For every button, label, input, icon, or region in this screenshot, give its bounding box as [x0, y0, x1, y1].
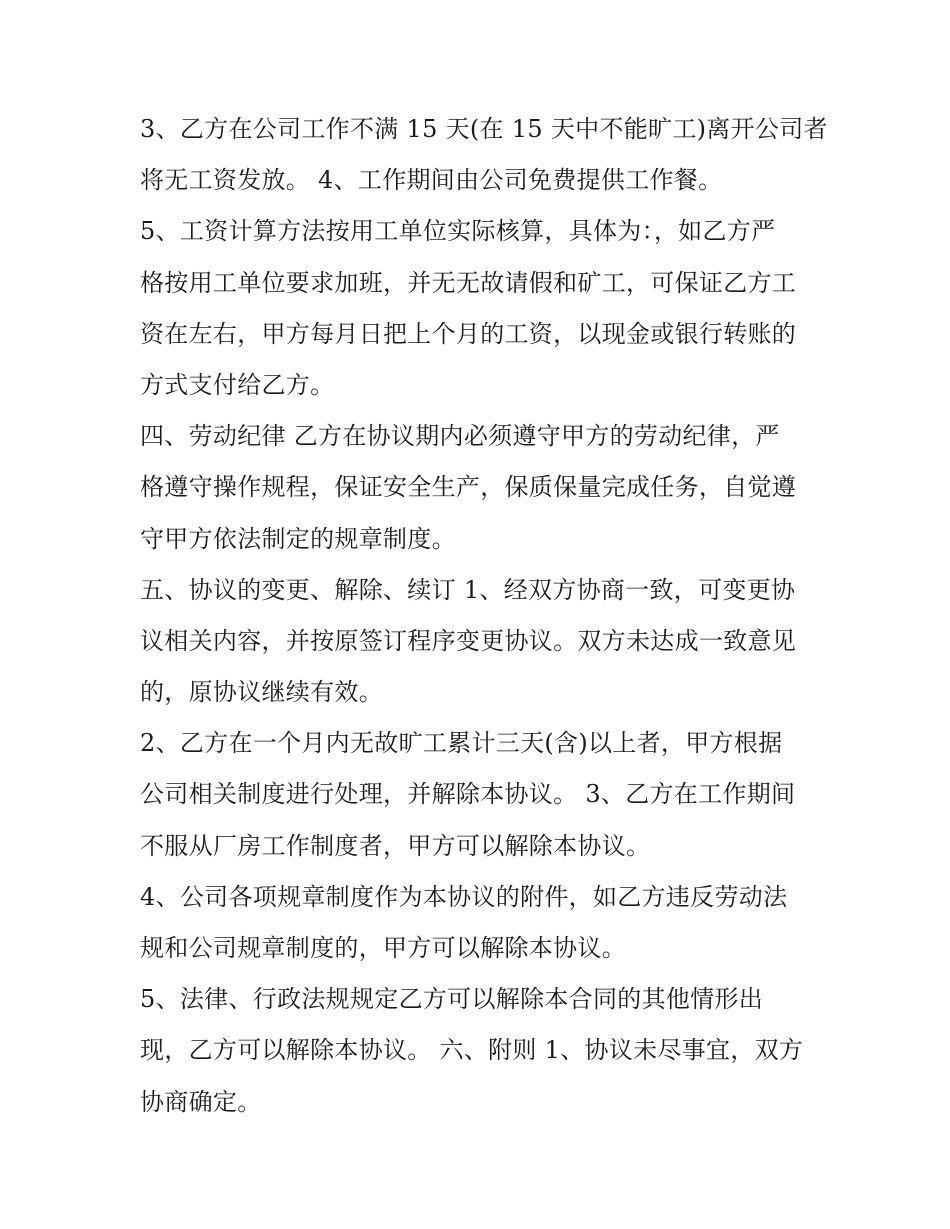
- text-line: 5、法律、行政法规规定乙方可以解除本合同的其他情形出: [140, 985, 764, 1014]
- text-line: 协商确定。: [140, 1087, 262, 1116]
- text-line: 5、工资计算方法按用工单位实际核算，具体为：，如乙方严: [140, 217, 776, 246]
- document-body: [140, 104, 828, 1128]
- text-line: 3、乙方在公司工作不满 15 天(在 15 天中不能旷工)离开公司者: [140, 115, 828, 143]
- text-line: 守甲方依法制定的规章制度。: [140, 524, 456, 553]
- text-line: 五、协议的变更、解除、续订 1、经双方协商一致，可变更协: [140, 575, 796, 604]
- paragraph-supplementary: [140, 974, 820, 1128]
- text-line: 议相关内容，并按原签订程序变更协议。双方未达成一致意见: [140, 626, 797, 655]
- text-line: 将无工资发放。 4、工作期间由公司免费提供工作餐。: [140, 166, 723, 195]
- text-line: 2、乙方在一个月内无故旷工累计三天(含)以上者，甲方根据: [140, 729, 783, 758]
- text-line: 现，乙方可以解除本协议。 六、附则 1、协议未尽事宜，双方: [140, 1036, 804, 1065]
- paragraph-company-rules: [140, 872, 820, 974]
- text-line: 方式支付给乙方。: [140, 370, 335, 399]
- paragraph-wage-forfeit: [140, 104, 828, 206]
- text-line: 资在左右，甲方每月日把上个月的工资，以现金或银行转账的: [140, 319, 797, 348]
- text-line: 的，原协议继续有效。: [140, 678, 383, 707]
- text-line: 4、公司各项规章制度作为本协议的附件，如乙方违反劳动法: [140, 882, 788, 911]
- text-line: 公司相关制度进行处理，并解除本协议。 3、乙方在工作期间: [140, 780, 796, 809]
- paragraph-labor-discipline: [140, 411, 820, 565]
- paragraph-agreement-changes: [140, 565, 820, 719]
- paragraph-absence-termination: [140, 718, 820, 872]
- text-line: 规和公司规章制度的，甲方可以解除本协议。: [140, 934, 626, 962]
- text-line: 不服从厂房工作制度者，甲方可以解除本协议。: [140, 831, 651, 860]
- text-line: 格遵守操作规程，保证安全生产，保质保量完成任务，自觉遵: [140, 473, 797, 502]
- text-line: 四、劳动纪律 乙方在协议期内必须遵守甲方的劳动纪律，严: [140, 422, 780, 451]
- paragraph-wage-calculation: [140, 206, 820, 411]
- text-line: 格按用工单位要求加班，并无无故请假和矿工，可保证乙方工: [140, 268, 797, 297]
